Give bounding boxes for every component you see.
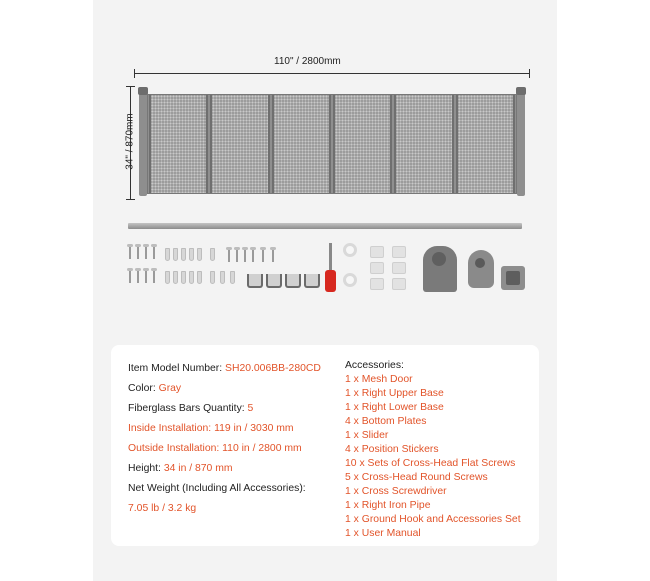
wall-anchor-icon — [220, 271, 225, 284]
wall-anchor-icon — [210, 271, 215, 284]
spec-model — [128, 359, 328, 379]
wall-anchor-icon — [173, 248, 178, 261]
base-hole — [475, 258, 485, 268]
mesh-panel — [210, 95, 269, 193]
accessories-title: Accessories: — [345, 360, 404, 371]
bottom-plate-icon — [247, 274, 263, 288]
spec-color-value: Gray — [158, 383, 182, 394]
width-dimension-label: 110" / 2800mm — [270, 56, 345, 67]
accessory-item: 1 x Ground Hook and Accessories Set — [345, 514, 521, 525]
spec-color-label: Color: — [128, 383, 159, 394]
spec-inside-label: Inside Installation: — [128, 423, 215, 434]
accessory-item: 1 x Cross Screwdriver — [345, 486, 447, 497]
wall-anchor-icon — [230, 271, 235, 284]
iron-pipe-image — [128, 223, 522, 229]
bracket-icon — [370, 262, 384, 274]
spec-height-value: 34 in / 870 mm — [163, 463, 233, 474]
accessory-item: 1 x Right Iron Pipe — [345, 500, 431, 511]
spec-bars-value: 5 — [247, 403, 254, 414]
screw-icon — [137, 247, 139, 259]
spec-list — [128, 359, 328, 519]
spec-inside-value: 119 in / 3030 mm — [214, 423, 294, 434]
accessory-item: 1 x Right Lower Base — [345, 402, 444, 413]
height-dimension-label: 34" / 870mm — [124, 113, 136, 170]
screw-icon — [262, 250, 264, 262]
screw-icon — [129, 271, 131, 283]
base-hole — [432, 252, 446, 266]
screw-icon — [244, 250, 246, 262]
mesh-panel — [333, 95, 392, 193]
bottom-plate-icon — [304, 274, 320, 288]
accessory-item: 10 x Sets of Cross-Head Flat Screws — [345, 458, 516, 469]
wall-anchor-icon — [189, 248, 194, 261]
bottom-plate-icon — [266, 274, 282, 288]
right-lower-base-icon — [468, 250, 494, 288]
mesh-panel — [272, 95, 331, 193]
ground-hook-inner — [506, 271, 520, 285]
spec-weight-value: 7.05 lb / 3.2 kg — [128, 503, 197, 514]
screw-icon — [228, 250, 230, 262]
mesh-door-image — [139, 90, 525, 196]
accessory-item: 4 x Position Stickers — [345, 444, 439, 455]
spec-weight-label: Net Weight (Including All Accessories): — [128, 483, 306, 494]
wall-anchor-icon — [165, 248, 170, 261]
right-post-cap — [516, 87, 526, 95]
screwdriver-icon — [325, 270, 336, 292]
wall-anchor-icon — [181, 248, 186, 261]
accessory-item: 5 x Cross-Head Round Screws — [345, 472, 488, 483]
bracket-icon — [370, 246, 384, 258]
screw-icon — [252, 250, 254, 262]
wall-anchor-icon — [197, 271, 202, 284]
wall-anchor-icon — [173, 271, 178, 284]
width-dimension-line — [134, 73, 530, 74]
wall-anchor-icon — [210, 248, 215, 261]
accessory-item: 1 x Slider — [345, 430, 389, 441]
spec-outside-value: 110 in / 2800 mm — [222, 443, 302, 454]
spec-bars — [128, 399, 328, 419]
spec-model-label: Item Model Number: — [128, 363, 226, 374]
mesh-panel — [456, 95, 515, 193]
spec-height — [128, 459, 328, 479]
spec-model-value: SH20.006BB-280CD — [225, 363, 321, 374]
screw-icon — [137, 271, 139, 283]
screw-icon — [145, 247, 147, 259]
accessory-item: 4 x Bottom Plates — [345, 416, 427, 427]
screw-icon — [153, 247, 155, 259]
spec-bars-label: Fiberglass Bars Quantity: — [128, 403, 248, 414]
left-post — [139, 90, 147, 196]
mesh-frame — [147, 94, 517, 194]
bracket-icon — [392, 278, 406, 290]
spec-height-label: Height: — [128, 463, 164, 474]
wall-anchor-icon — [197, 248, 202, 261]
screwdriver-shaft — [329, 243, 332, 271]
screw-icon — [153, 271, 155, 283]
mesh-panel — [394, 95, 453, 193]
position-sticker-icon — [343, 273, 357, 287]
spec-outside-label: Outside Installation: — [128, 443, 223, 454]
right-post — [517, 90, 525, 196]
spec-color — [128, 379, 328, 399]
mesh-panel — [149, 95, 208, 193]
bracket-icon — [370, 278, 384, 290]
accessories-list — [345, 359, 535, 541]
screw-icon — [129, 247, 131, 259]
bracket-icon — [392, 246, 406, 258]
accessory-item: 1 x User Manual — [345, 528, 421, 539]
wall-anchor-icon — [181, 271, 186, 284]
accessory-item: 1 x Mesh Door — [345, 374, 413, 385]
wall-anchor-icon — [165, 271, 170, 284]
specifications-card — [111, 345, 539, 546]
accessory-item: 1 x Right Upper Base — [345, 388, 444, 399]
wall-anchor-icon — [189, 271, 194, 284]
bracket-icon — [392, 262, 406, 274]
screw-icon — [145, 271, 147, 283]
screw-icon — [236, 250, 238, 262]
spec-outside — [128, 439, 328, 459]
bottom-plate-icon — [285, 274, 301, 288]
slider-icon — [343, 243, 357, 257]
screw-icon — [272, 250, 274, 262]
spec-inside — [128, 419, 328, 439]
